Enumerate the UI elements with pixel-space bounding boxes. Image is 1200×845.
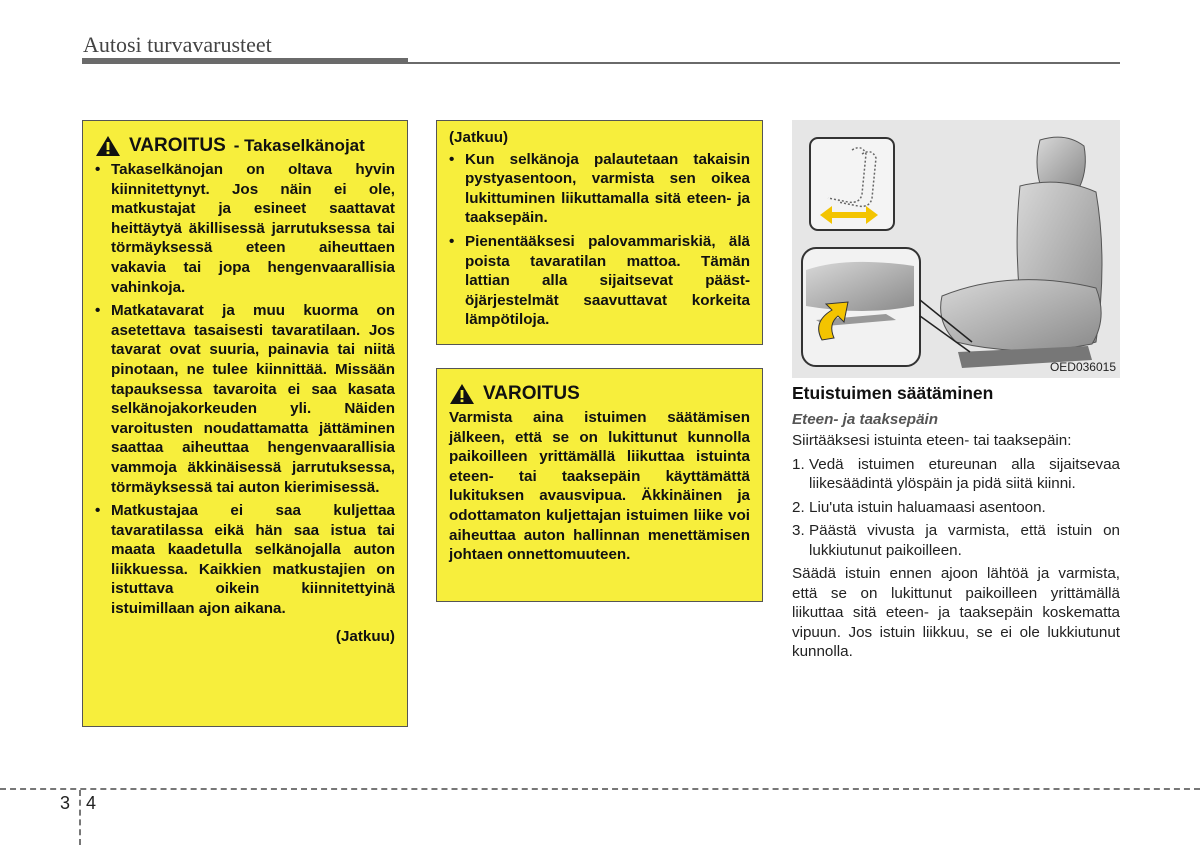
- figure-code: OED036015: [1049, 360, 1116, 374]
- footer-divider: [79, 790, 81, 845]
- warning-box-seat-lock: [436, 368, 763, 602]
- section-closing: Säädä istuin ennen ajoon lähtöä ja varmista, että se on lukittunut paikoilleen yrittämällä liikuttaa sitä eteen- ja taaksepäin koskematta vipuun. Jos istuin liikkuu, se ei ole lukkiutunut kunnolla.: [792, 565, 1120, 660]
- list-item: • Takaselkänojan on oltava hyvin kiinnitettynyt. Jos näin ei ole, matkustajat ja esineet saattavat heittäytyä äkillisessä jarrutuksessa tai törmäyksessä eteen aiheuttaen vakavia tai jopa hengenvaarallisia vahinkoja.: [95, 161, 395, 296]
- page-number: 4: [86, 793, 97, 813]
- warning-body: Varmista aina istuimen säätämisen jälkeen, että se on lukittunut kunnolla paikoilleen yrittämällä liikuttaa istuinta eteen- tai taaksepäin käyttämättä lukituksen avausvipua. Äkkinäinen ja odottamaton kuljettajan istuimen liike voi aiheuttaa auton hallinnan menettämisen johtaen onnettomuuteen.: [449, 409, 750, 564]
- list-item: 3. Päästä vivusta ja varmista, että istuin on lukkiutunut paikoilleen.: [792, 522, 1120, 559]
- section-title: Etuistuimen säätäminen: [792, 383, 994, 403]
- list-item: • Kun selkänoja palautetaan takaisin pystyasentoon, varmista sen oikea lukittuminen liikuttamalla sitä eteen- ja taaksepäin.: [449, 150, 750, 227]
- section-number: 3: [60, 793, 71, 813]
- warning-box-rear-seatbacks: [82, 120, 408, 727]
- warning-title: VAROITUS: [129, 135, 226, 157]
- warning-heading: [95, 135, 395, 157]
- continued-label: (Jatkuu): [335, 627, 395, 645]
- header-rule-thick: [82, 58, 408, 64]
- seat-adjust-section: [792, 384, 1120, 666]
- continued-label: (Jatkuu): [449, 129, 509, 146]
- warning-title: VAROITUS: [483, 383, 580, 405]
- list-item: 1. Vedä istuimen etureunan alla sijaitsevaa liikesäädintä ylöspäin ja pidä siitä kiinni.: [792, 455, 1120, 492]
- warning-heading: [449, 383, 750, 405]
- section-subtitle: Eteen- ja taaksepäin: [792, 410, 939, 428]
- footer-rule: [0, 788, 1200, 790]
- header-rule-thin: [408, 62, 1120, 64]
- warning-triangle-icon: [95, 135, 121, 157]
- warning-subtitle: - Takaselkänojat: [233, 136, 365, 156]
- list-item: • Pienentääksesi palovammariskiä, älä poista tavaratilan mattoa. Tämän lattian alla sijaitsevat päästöjärjestelmät saavuttavat korkeita lämpötiloja.: [449, 232, 750, 329]
- seat-adjustment-figure: [792, 120, 1120, 378]
- seat-illustration: [792, 120, 1120, 378]
- list-item: • Matkatavarat ja muu kuorma on asetettava tasaisesti tavaratilaan. Jos tavarat ovat suuria, painavia tai niitä pinotaan, ne tulee kiinnittää. Missään tapauksessa tavaroita ei saa kasata selkänojakorkeuden yli. Näiden varoitusten noudattamatta jättäminen saattaa aiheuttaa hengenvaarallisia vammoja äkkinäisessä jarrutuksessa, törmäyksessä tai auton kierimisessä.: [95, 302, 395, 496]
- list-item: 2. Liu'uta istuin haluamaasi asentoon.: [792, 498, 1046, 516]
- warning-triangle-icon: [449, 383, 475, 405]
- running-header: Autosi turvavarusteet: [83, 32, 272, 57]
- list-item: • Matkustajaa ei saa kuljettaa tavaratilassa eikä hän saa istua tai maata kaadetulla selkänojalla auton liikkuessa. Kaikkien matkustajien on istuttava oikein kiinnitettyinä istuimillaan ajon aikana.: [95, 502, 395, 618]
- warning-box-continued: [436, 120, 763, 345]
- section-intro: Siirtääksesi istuinta eteen- tai taaksepäin:: [792, 432, 1072, 449]
